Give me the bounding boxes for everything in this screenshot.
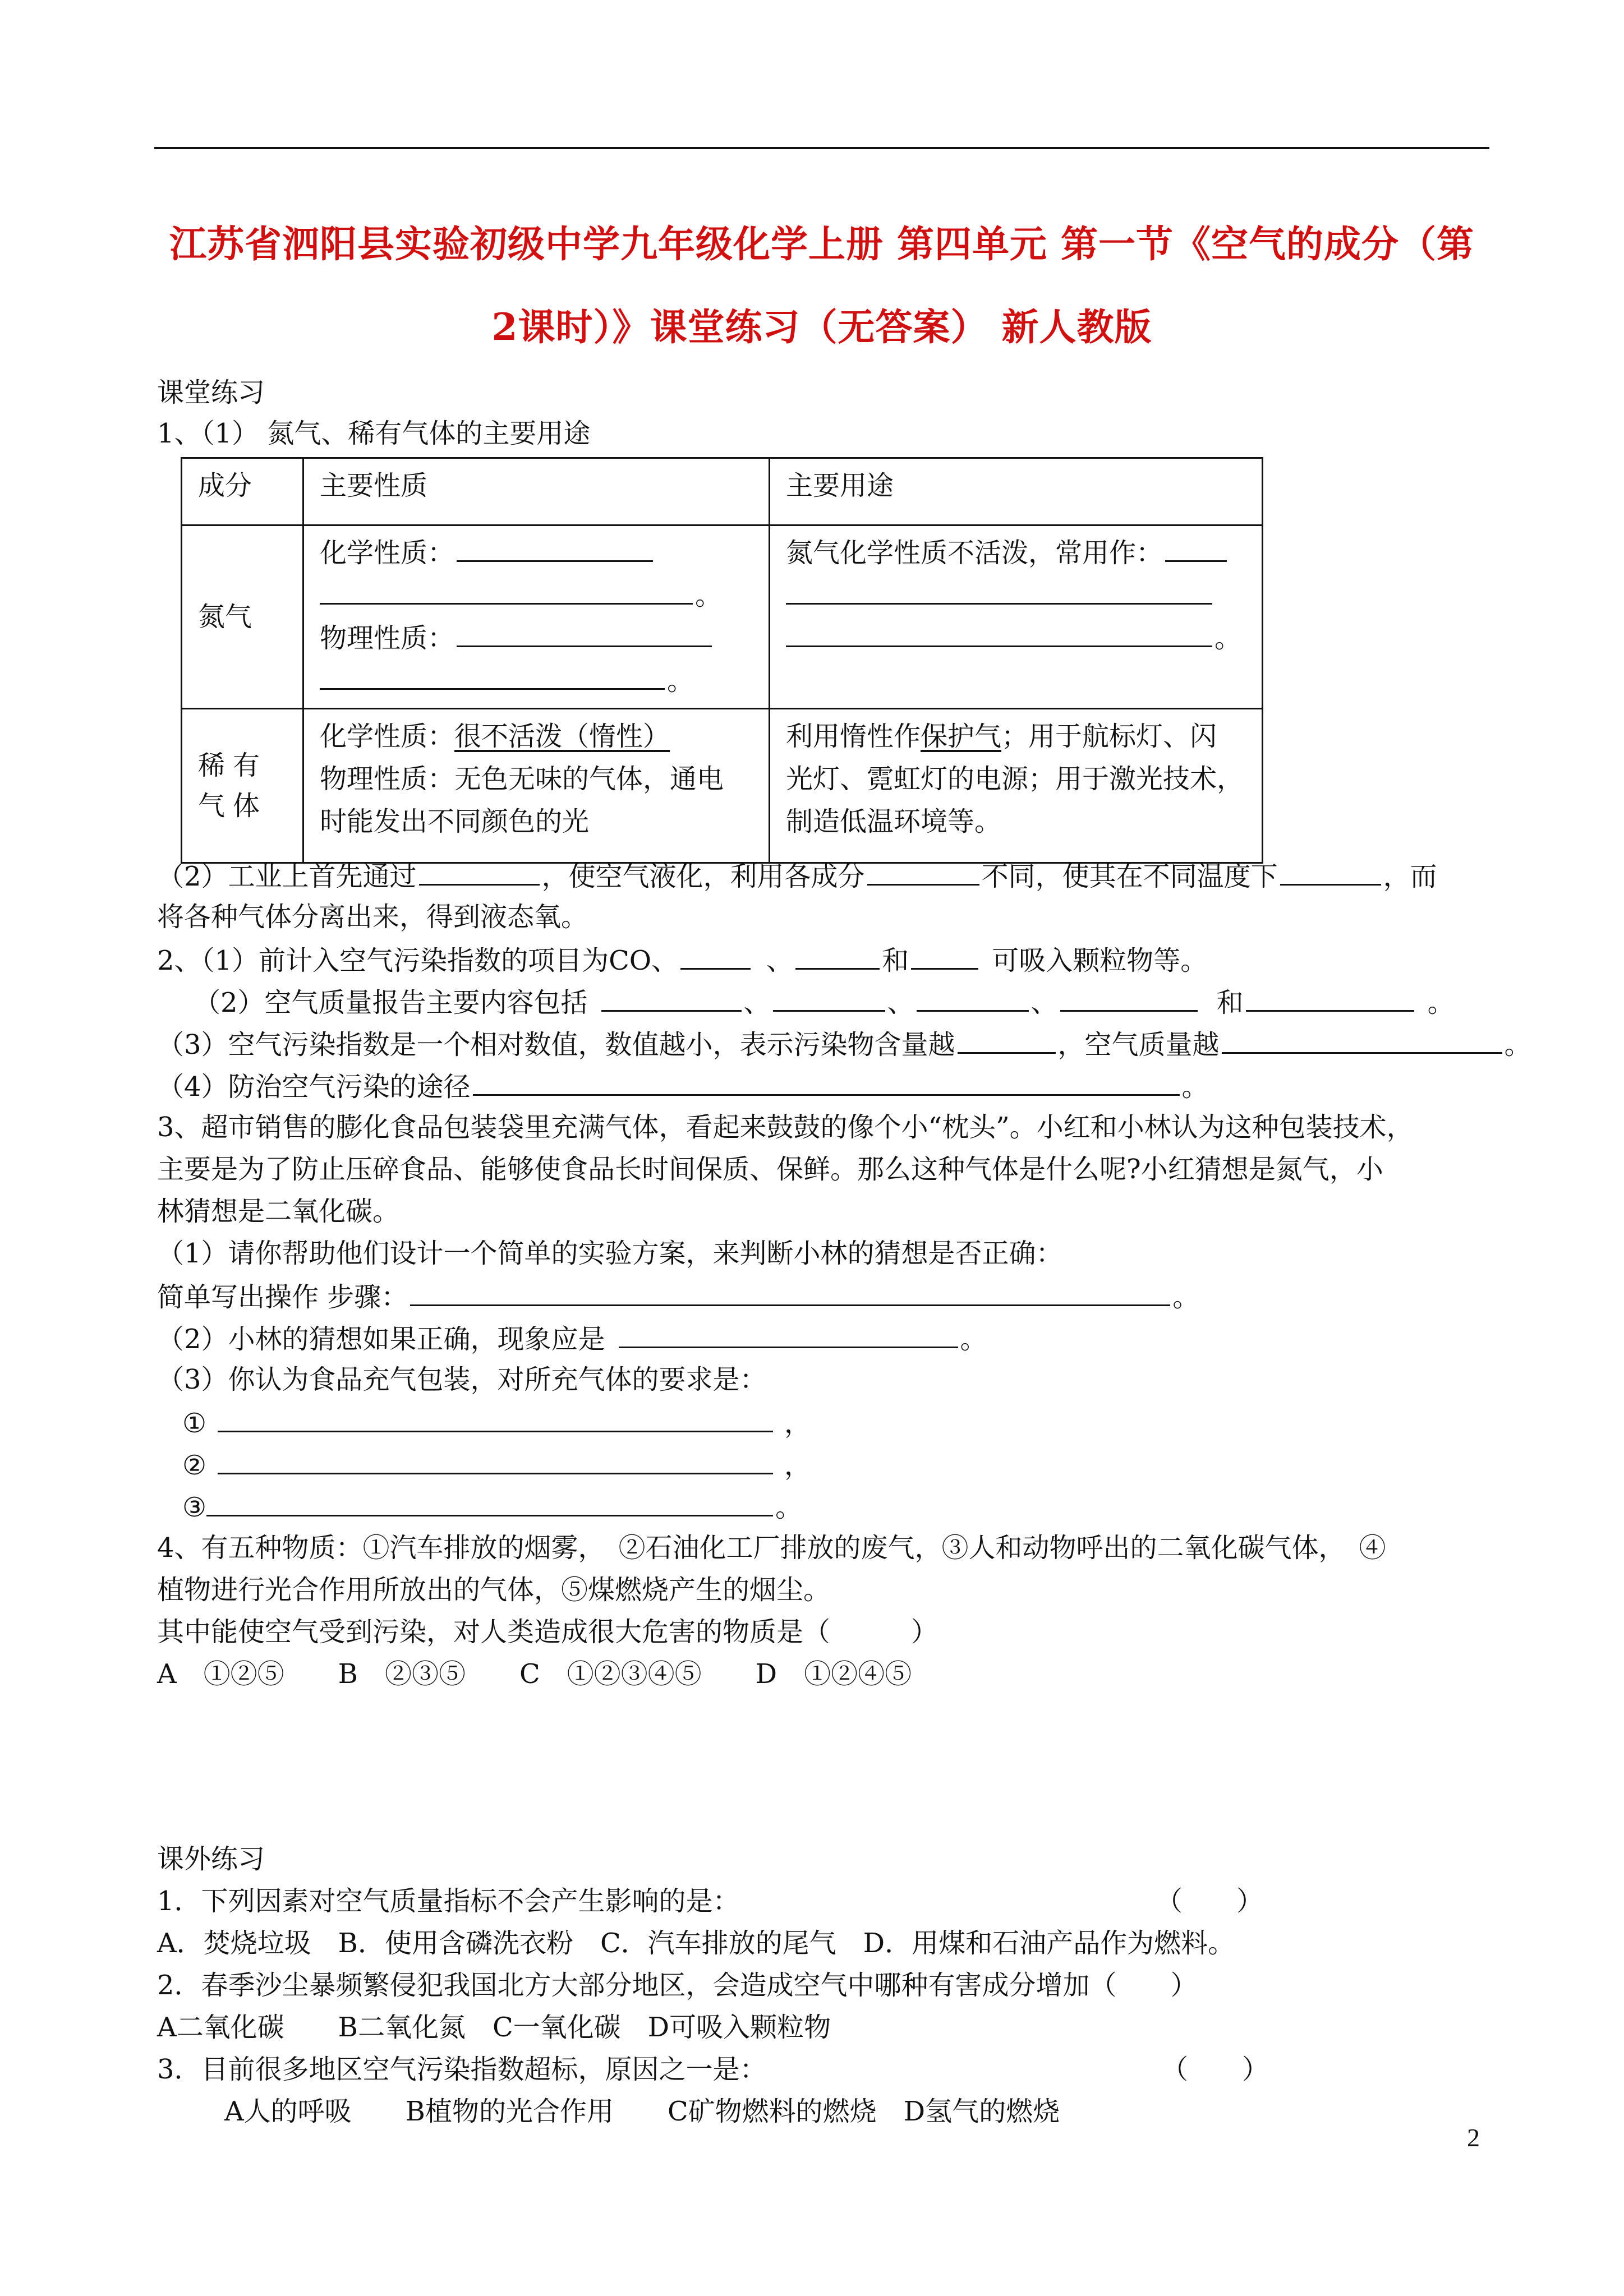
period: 。 — [667, 665, 694, 697]
nitrogen-use-blank-3[interactable] — [786, 620, 1212, 647]
q1-part2-text: ，而 — [1383, 861, 1437, 892]
noble-gas-name-cell — [182, 709, 303, 863]
nitrogen-chem-label: 化学性质： — [320, 537, 455, 569]
q3-text: ， — [784, 1408, 812, 1439]
noble-use-text: 利用惰性作 — [786, 721, 921, 752]
e3-options: A人的呼吸 B植物的光合作用 C矿物燃料的燃烧 D氢气的燃烧 — [224, 2096, 1060, 2127]
q2-text: （3）空气污染指数是一个相对数值，数值越小，表示污染物含量越 — [157, 1029, 955, 1061]
q3-requirement-blank[interactable] — [218, 1447, 773, 1474]
q3-part2 — [157, 1321, 987, 1356]
q2-blank[interactable] — [1246, 984, 1414, 1012]
q3-part1: （1）请你帮助他们设计一个简单的实验方案，来判断小林的猜想是否正确： — [157, 1238, 1063, 1269]
circled-number: ② — [182, 1450, 207, 1481]
noble-phys-line-1: 物理性质：无色无味的气体，通电 — [320, 763, 724, 795]
answer-paren: （ ） — [1161, 2054, 1269, 2085]
q3-text: （2）小林的猜想如果正确，现象应是 — [157, 1324, 605, 1355]
q1-part2-blank-1[interactable] — [419, 858, 540, 886]
e1-stem — [157, 1884, 1264, 1918]
q2-text: 、 — [1030, 987, 1058, 1018]
q2-part4 — [157, 1068, 1209, 1104]
q2-blank[interactable] — [773, 984, 885, 1012]
header-rule — [154, 147, 1489, 149]
q3-steps-blank[interactable] — [410, 1279, 1170, 1306]
q3-part1-steps — [157, 1279, 1199, 1314]
answer-paren: （ ） — [1156, 1885, 1264, 1917]
q2-blank[interactable] — [473, 1068, 1180, 1096]
nitrogen-name-cell — [182, 525, 303, 709]
section-class-heading: 课堂练习 — [157, 377, 265, 408]
q3-text: 。 — [960, 1324, 987, 1355]
q3-text: 。 — [775, 1492, 803, 1523]
q3-requirement-blank[interactable] — [218, 1405, 773, 1432]
q4-line-1: 4、有五种物质：①汽车排放的烟雾， ②石油化工厂排放的废气，③人和动物呼出的二氧化碳气体， ④ — [157, 1532, 1386, 1564]
table-header-cell: 成分 — [182, 458, 303, 525]
noble-gas-properties-cell — [303, 709, 770, 863]
q4-line-3: 其中能使空气受到污染，对人类造成很大危害的物质是（ ） — [157, 1616, 938, 1648]
e1-options: A．焚烧垃圾 B．使用含磷洗衣粉 C．汽车排放的尾气 D．用煤和石油产品作为燃料。 — [157, 1928, 1235, 1959]
noble-gas-use-cell — [770, 709, 1263, 863]
q2-blank[interactable] — [601, 984, 742, 1012]
title-line-2: 2课时）》课堂练习（无答案） 新人教版 — [491, 305, 1152, 349]
e2-options: A二氧化碳 B二氧化氮 C一氧化碳 D可吸入颗粒物 — [157, 2012, 831, 2043]
q2-text: 、 — [743, 987, 771, 1018]
q3-line-2: 主要是为了防止压碎食品、能够使食品长时间保质、保鲜。那么这种气体是什么呢?小红猜想是氮气，小 — [157, 1154, 1383, 1185]
noble-use-text: ；用于航标灯、闪 — [1001, 721, 1217, 752]
title-line-1: 江苏省泗阳县实验初级中学九年级化学上册 第四单元 第一节《空气的成分（第 — [169, 222, 1474, 266]
table-row — [182, 709, 1263, 863]
table-header-row — [182, 458, 1263, 525]
nitrogen-use-cell — [770, 525, 1263, 709]
noble-chem-value: 很不活泼（惰性） — [454, 721, 670, 752]
nitrogen-use-blank[interactable] — [1165, 534, 1227, 562]
q1-part2-text: ，使空气液化，利用各成分 — [541, 861, 865, 892]
nitrogen-use-blank-2[interactable] — [786, 577, 1212, 605]
nitrogen-chem-blank-2[interactable] — [320, 577, 693, 605]
q3-requirement-2 — [182, 1447, 811, 1482]
nitrogen-chem-blank[interactable] — [457, 534, 653, 562]
noble-use-underlined: 保护气 — [921, 721, 1002, 752]
q3-line-3: 林猜想是二氧化碳。 — [157, 1196, 400, 1227]
table-header-cell: 主要用途 — [770, 458, 1263, 525]
q3-phenomenon-blank[interactable] — [619, 1321, 958, 1348]
q1-intro: 1、（1） 氮气、稀有气体的主要用途 — [157, 418, 591, 449]
q4-options: A ①②⑤ B ②③⑤ C ①②③④⑤ D ①②④⑤ — [157, 1658, 912, 1690]
q2-text: 和 — [1216, 987, 1244, 1018]
section-extra-heading: 课外练习 — [157, 1843, 265, 1875]
q2-part1 — [157, 942, 1207, 978]
circled-number: ① — [182, 1408, 207, 1439]
e1-text: 1．下列因素对空气质量指标不会产生影响的是： — [157, 1885, 740, 1917]
e2-stem: 2．春季沙尘暴频繁侵犯我国北方大部分地区，会造成空气中哪种有害成分增加（ ） — [157, 1970, 1198, 2001]
page-number: 2 — [1467, 2123, 1480, 2152]
q2-text: 。 — [1427, 987, 1455, 1018]
q2-text: 和 — [882, 945, 909, 976]
q3-part3: （3）你认为食品充气包装，对所充气体的要求是： — [157, 1364, 767, 1395]
table-row — [182, 525, 1263, 709]
q1-part2-text: （2）工业上首先通过 — [157, 861, 417, 892]
nitrogen-use-text: 氮气化学性质不活泼，常用作： — [786, 537, 1163, 569]
q2-part2 — [194, 984, 1455, 1020]
q3-requirement-1 — [182, 1405, 811, 1440]
table-header-cell: 主要性质 — [303, 458, 770, 525]
e3-text: 3．目前很多地区空气污染指数超标，原因之一是： — [157, 2054, 767, 2085]
q2-part3 — [157, 1026, 1531, 1062]
nitrogen-phys-blank-2[interactable] — [320, 662, 665, 690]
q2-blank[interactable] — [1060, 984, 1198, 1012]
q1-part2-line1 — [157, 858, 1437, 893]
q2-blank[interactable] — [680, 942, 751, 970]
q1-part2-text: 不同，使其在不同温度下 — [981, 861, 1278, 892]
q2-text: 可吸入颗粒物等。 — [992, 945, 1208, 976]
q3-text: ， — [784, 1450, 812, 1481]
q2-blank[interactable] — [795, 942, 880, 970]
q2-blank[interactable] — [911, 942, 978, 970]
q2-blank[interactable] — [917, 984, 1029, 1012]
period: 。 — [1214, 623, 1242, 654]
noble-use-line-3: 制造低温环境等。 — [786, 806, 1002, 837]
q2-text: 。 — [1181, 1071, 1209, 1103]
q3-text: 简单写出操作 步骤： — [157, 1281, 408, 1313]
e3-stem — [157, 2053, 1269, 2086]
q2-text: （4）防治空气污染的途径 — [157, 1071, 471, 1103]
gas-use-table — [181, 457, 1263, 864]
noble-phys-line-2: 时能发出不同颜色的光 — [320, 806, 590, 837]
noble-gas-name: 稀有气体 — [198, 750, 268, 822]
period: 。 — [695, 580, 723, 611]
noble-use-line-2: 光灯、霓虹灯的电源；用于激光技术， — [786, 763, 1244, 795]
circled-number: ③ — [182, 1492, 207, 1523]
q4-line-2: 植物进行光合作用所放出的气体，⑤煤燃烧产生的烟尘。 — [157, 1574, 831, 1606]
q3-requirement-3 — [182, 1489, 802, 1524]
q1-part2-blank-3[interactable] — [1280, 858, 1381, 886]
nitrogen-phys-label: 物理性质： — [320, 623, 455, 654]
nitrogen-name: 氮气 — [198, 601, 252, 633]
nitrogen-properties-cell — [303, 525, 770, 709]
q2-blank[interactable] — [958, 1026, 1056, 1054]
q3-requirement-blank[interactable] — [206, 1489, 773, 1516]
q3-line-1: 3、超市销售的膨化食品包装袋里充满气体，看起来鼓鼓的像个小“枕头”。小红和小林认为这种包装技术， — [157, 1112, 1414, 1143]
q2-text: 、 — [766, 945, 794, 976]
q1-part2-line2: 将各种气体分离出来，得到液态氧。 — [157, 901, 588, 933]
q2-text: ，空气质量越 — [1057, 1029, 1220, 1061]
q2-text: 2、（1）前计入空气污染指数的项目为CO、 — [157, 945, 679, 976]
q2-text: 、 — [887, 987, 914, 1018]
nitrogen-phys-blank[interactable] — [457, 620, 712, 647]
q3-text: 。 — [1172, 1281, 1200, 1313]
q2-text: 。 — [1504, 1029, 1531, 1061]
q2-blank[interactable] — [1222, 1026, 1502, 1054]
noble-chem-label: 化学性质： — [320, 721, 455, 752]
q2-text: （2）空气质量报告主要内容包括 — [194, 987, 588, 1018]
q1-part2-blank-2[interactable] — [867, 858, 979, 886]
